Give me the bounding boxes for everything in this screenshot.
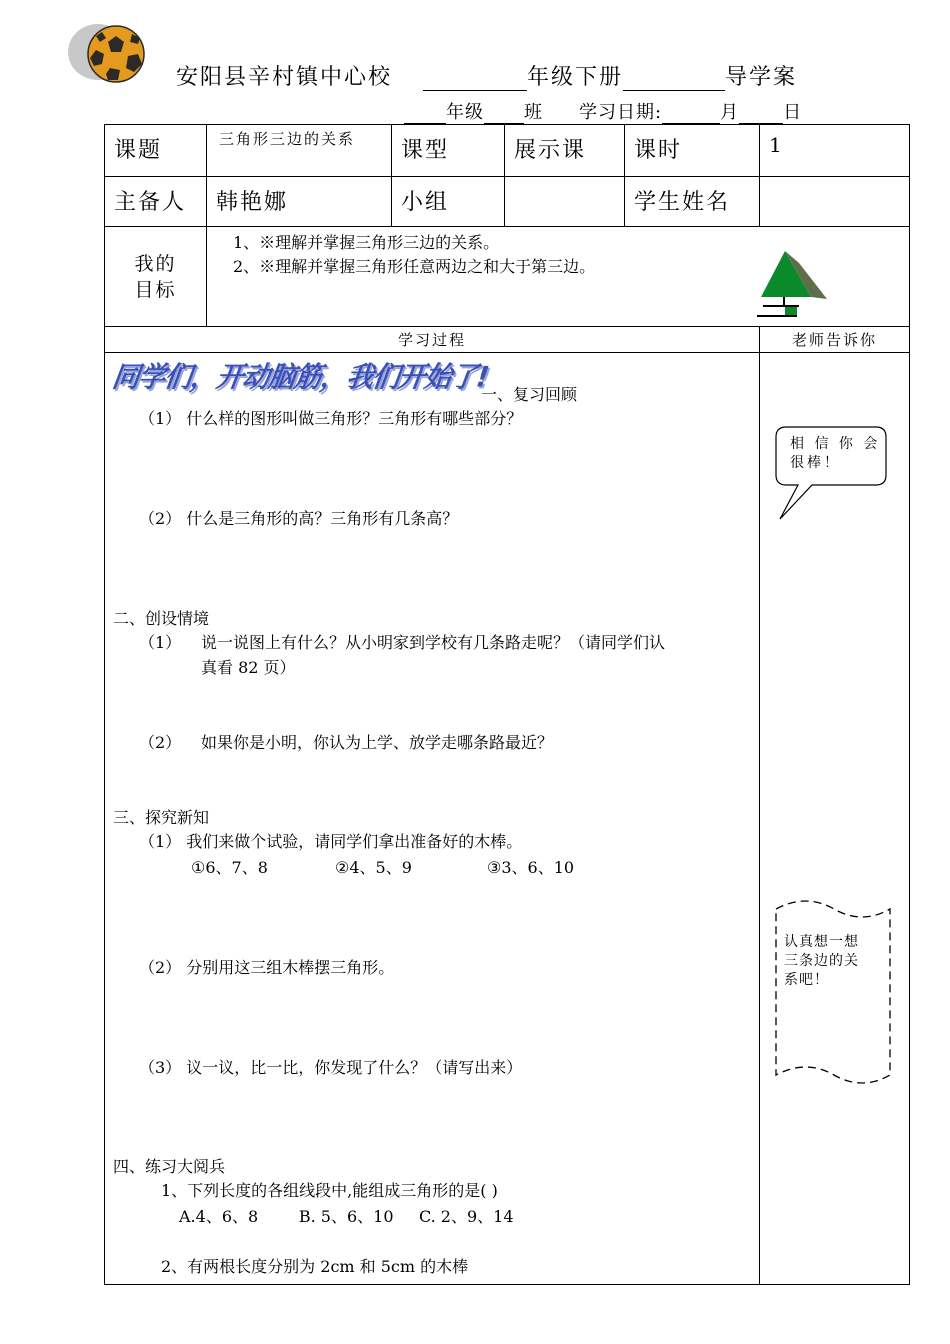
goal-item-2: 2、※理解并掌握三角形任意两边之和大于第三边。 [233,257,596,276]
encourage-line1: 相 信 你 会 [790,436,881,452]
student-name-label: 学生姓名 [625,177,760,227]
explore-title: 三、探究新知 [113,808,210,827]
tree-icon [755,249,835,325]
type-label: 课型 [392,125,505,177]
practice-q1-options: A.4、6、8 B. 5、6、10 C. 2、9、14 [179,1207,514,1226]
practice-title: 四、练习大阅兵 [113,1157,226,1176]
line2-grade-blank[interactable] [404,105,446,124]
line2-date-label: 学习日期: [579,102,663,123]
guide-label: 导学案 [725,65,798,90]
goals-label-cell [105,227,207,327]
line2-grade-label: 年级 [446,102,484,123]
preparer-value: 韩艳娜 [207,177,392,227]
think-line2: 三条边的关 [784,953,859,969]
lesson-table [104,124,910,1285]
banner-wordart: 同学们，开动脑筋，我们开始了! [110,361,491,394]
process-column-header: 学习过程 [105,327,760,353]
review-title: 一、复习回顾 [481,385,578,404]
group-label: 小组 [392,177,505,227]
teacher-notes-cell [760,353,910,1285]
practice-q1: 1、下列长度的各组线段中,能组成三角形的是( ) [161,1181,498,1200]
group-value-field[interactable] [505,177,625,227]
scenario-title: 二、创设情境 [113,609,210,628]
period-label: 课时 [625,125,760,177]
scenario-q1-num: （1） [139,633,182,652]
grade-blank[interactable] [423,70,527,91]
explore-q2: （2） 分别用这三组木棒摆三角形。 [139,958,395,977]
explore-q3: （3） 议一议，比一比，你发现了什么？（请写出来） [139,1058,523,1077]
goals-cell [207,227,910,327]
explore-option-3: ③3、6、10 [487,858,575,877]
subject-blank[interactable] [623,70,725,91]
explore-q1: （1） 我们来做个试验，请同学们拿出准备好的木棒。 [139,832,523,851]
review-q1: （1） 什么样的图形叫做三角形？三角形有哪些部分？ [139,409,523,428]
school-logo-ball [66,22,150,86]
topic-label: 课题 [105,125,207,177]
line2-month-label: 月 [720,102,740,123]
line2-class-label: 班 [524,102,543,123]
process-content-cell [105,353,760,1285]
explore-option-2: ②4、5、9 [335,858,412,877]
line2-day-label: 日 [783,102,803,123]
line2-class-blank[interactable] [484,105,524,124]
encourage-line2: 很棒！ [790,455,841,471]
goals-label-line2: 目标 [134,278,177,301]
goals-label-line1: 我的 [134,252,177,275]
day-blank[interactable] [739,105,783,124]
encourage-callout [772,425,890,525]
scenario-q1-line2: 真看 82 页） [201,658,296,677]
explore-option-1: ①6、7、8 [191,858,268,877]
teacher-column-header: 老师告诉你 [760,327,910,353]
school-name: 安阳县辛村镇中心校 [176,65,393,90]
period-value: 1 [760,125,910,177]
preparer-label: 主备人 [105,177,207,227]
think-line1: 认真想一想 [784,934,859,950]
type-value: 展示课 [505,125,625,177]
think-line3: 系吧！ [784,972,829,988]
goal-item-1: 1、※理解并掌握三角形三边的关系。 [233,233,500,252]
month-blank[interactable] [662,105,720,124]
student-name-field[interactable] [760,177,910,227]
scenario-q1-line1: 说一说图上有什么？从小明家到学校有几条路走呢？（请同学们认 [201,633,666,652]
grade-volume-label: 年级下册 [527,65,624,90]
practice-q2: 2、有两根长度分别为 2cm 和 5cm 的木棒 [161,1257,469,1276]
scenario-q2-text: 如果你是小明，你认为上学、放学走哪条路最近？ [201,733,554,752]
review-q2: （2） 什么是三角形的高？三角形有几条高？ [139,509,459,528]
think-callout [772,899,892,1089]
topic-value: 三角形三边的关系 [207,125,392,177]
scenario-q2-num: （2） [139,733,182,752]
